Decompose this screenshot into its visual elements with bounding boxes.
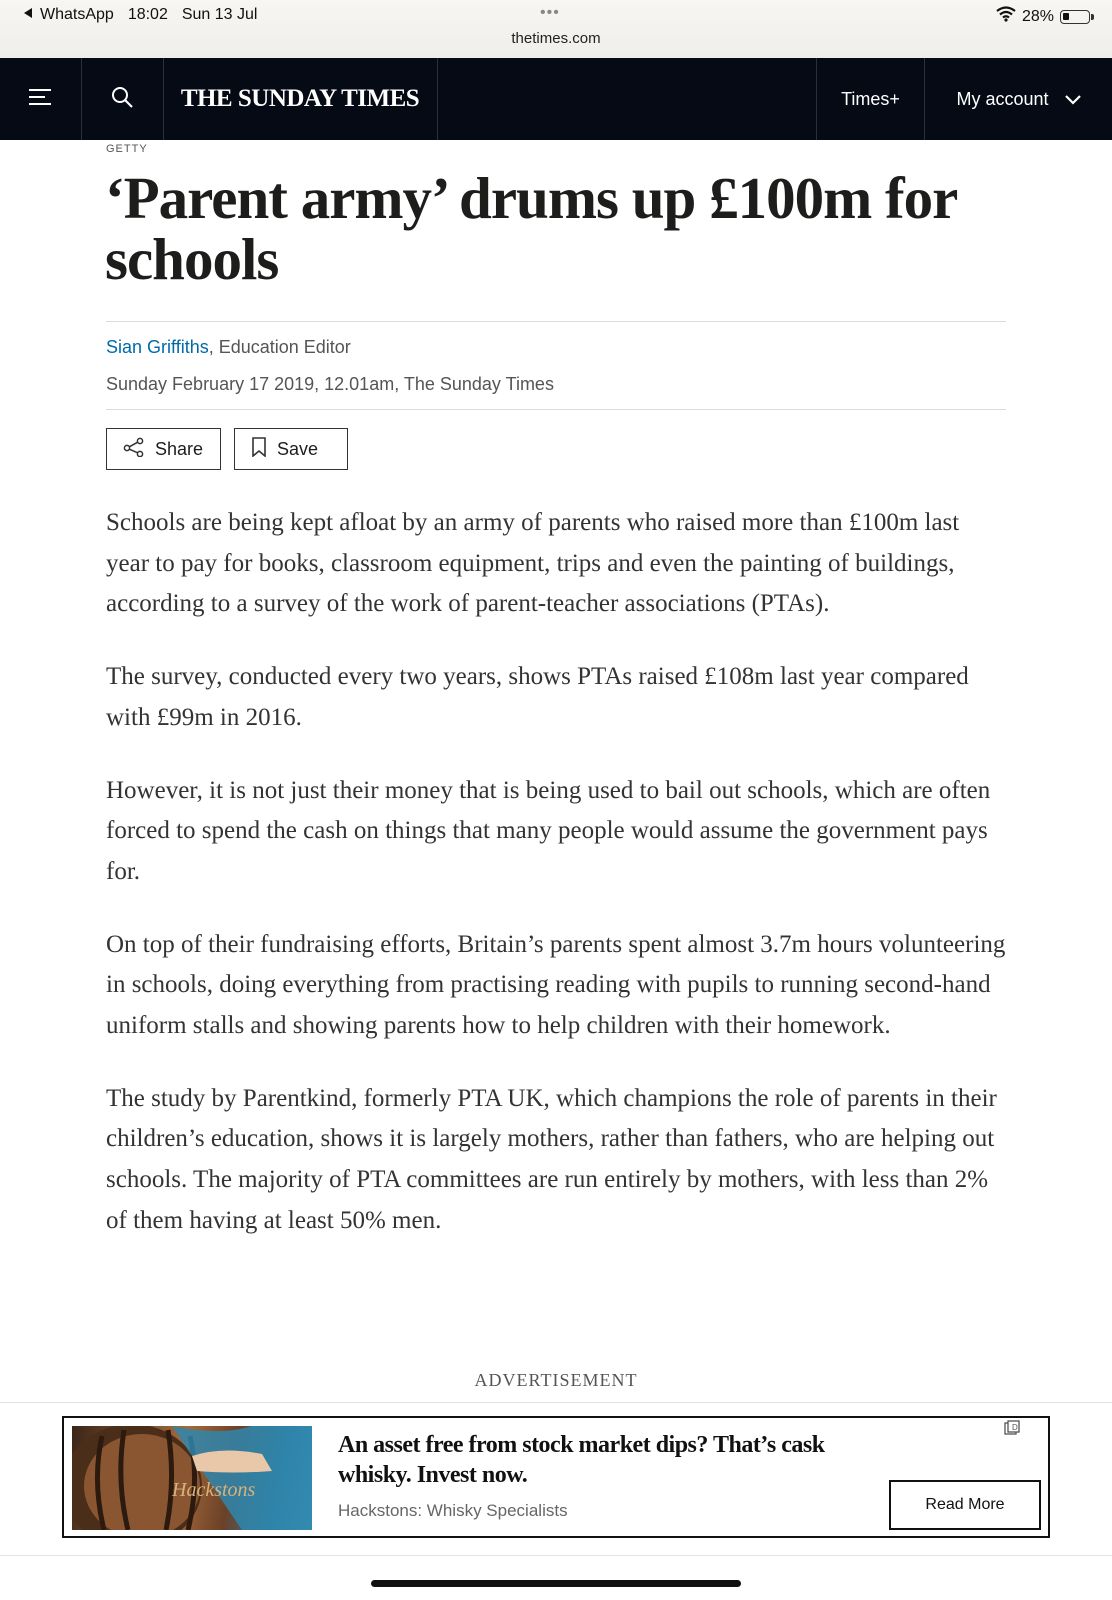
save-label: Save (277, 438, 319, 459)
status-time: 18:02 (127, 6, 168, 23)
ad-whisky-cask-image[interactable] (72, 1426, 312, 1530)
status-date: Sun 13 Jul (181, 6, 258, 23)
byline (106, 337, 351, 358)
battery-icon (1060, 10, 1090, 24)
masthead-link[interactable] (164, 58, 436, 140)
article-paragraph: The study by Parentkind, formerly PTA UK, which champions the role of parents in their children’s education, shows it is largely mothers, rather than fathers, who are helping out schools. The majority of PTA committees are run entirely by mothers, with less than 2% of them having at least 50% men. (106, 1084, 997, 1234)
article-paragraph: Schools are being kept afloat by an army of parents who raised more than £100m last year to pay for books, classroom equipment, trips and even the painting of buildings, according to a survey of the work of parent-teacher associations (PTAs). (106, 509, 960, 618)
url-label[interactable]: thetimes.com (511, 30, 601, 47)
status-right (996, 6, 1090, 27)
times-plus-label[interactable]: Times+ (841, 88, 900, 109)
divider (106, 409, 1006, 410)
ad-read-more-button[interactable]: Read More (889, 1480, 1041, 1530)
home-indicator[interactable] (371, 1580, 741, 1587)
ad-info-icon[interactable] (1004, 1420, 1020, 1441)
status-left[interactable] (22, 6, 257, 24)
ad-headline[interactable]: An asset free from stock market dips? That’s cask whisky. Invest now. (338, 1432, 825, 1488)
top-navigation (0, 58, 1112, 140)
share-button[interactable] (106, 428, 221, 470)
share-label: Share (155, 438, 204, 459)
menu-button[interactable] (0, 58, 80, 140)
image-credit: GETTY (106, 143, 148, 155)
search-icon[interactable] (111, 86, 133, 113)
article-body (106, 503, 1006, 1274)
back-arrow-icon[interactable] (22, 6, 34, 24)
author-role: , Education Editor (208, 337, 351, 357)
ad-image-brand: Hackstons (172, 1479, 256, 1501)
back-app-label[interactable]: WhatsApp (40, 6, 114, 23)
article-headline: ‘Parent army’ drums up £100m for schools (105, 165, 957, 292)
chevron-down-icon[interactable] (1065, 89, 1081, 110)
multitask-dots[interactable]: ••• (540, 4, 560, 21)
my-account-label[interactable]: My account (956, 88, 1049, 109)
times-plus-link[interactable] (817, 58, 924, 140)
divider (106, 321, 1006, 322)
article-paragraph: However, it is not just their money that is being used to bail out schools, which are often forced to spend the cash on things that many people would assume the government pays for. (106, 776, 991, 885)
advertisement-label: ADVERTISEMENT (474, 1370, 638, 1390)
share-icon (123, 437, 145, 462)
my-account-menu[interactable] (925, 58, 1112, 140)
ad-sponsor: Hackstons: Whisky Specialists (338, 1501, 568, 1520)
publish-date: Sunday February 17 2019, 12.01am, The Sunday Times (106, 374, 554, 394)
wifi-icon (996, 6, 1016, 27)
battery-percent: 28% (1021, 7, 1054, 25)
menu-icon[interactable] (29, 89, 51, 110)
bookmark-icon (251, 437, 267, 462)
author-link[interactable]: Sian Griffiths (106, 337, 209, 357)
search-button[interactable] (82, 58, 162, 140)
svg-text:D: D (1012, 1423, 1018, 1432)
save-button[interactable] (234, 428, 348, 470)
article-paragraph: On top of their fundraising efforts, Britain’s parents spent almost 3.7m hours volunteering in schools, doing everything from practising reading with pupils to running second-hand uniform stalls and showing parents how to help children with their homework. (106, 930, 1006, 1040)
status-bar (0, 0, 1112, 58)
masthead-logo[interactable]: THE SUNDAY TIMES (180, 85, 420, 112)
article-paragraph: The survey, conducted every two years, shows PTAs raised £108m last year compared with £99m in 2016. (106, 663, 969, 731)
